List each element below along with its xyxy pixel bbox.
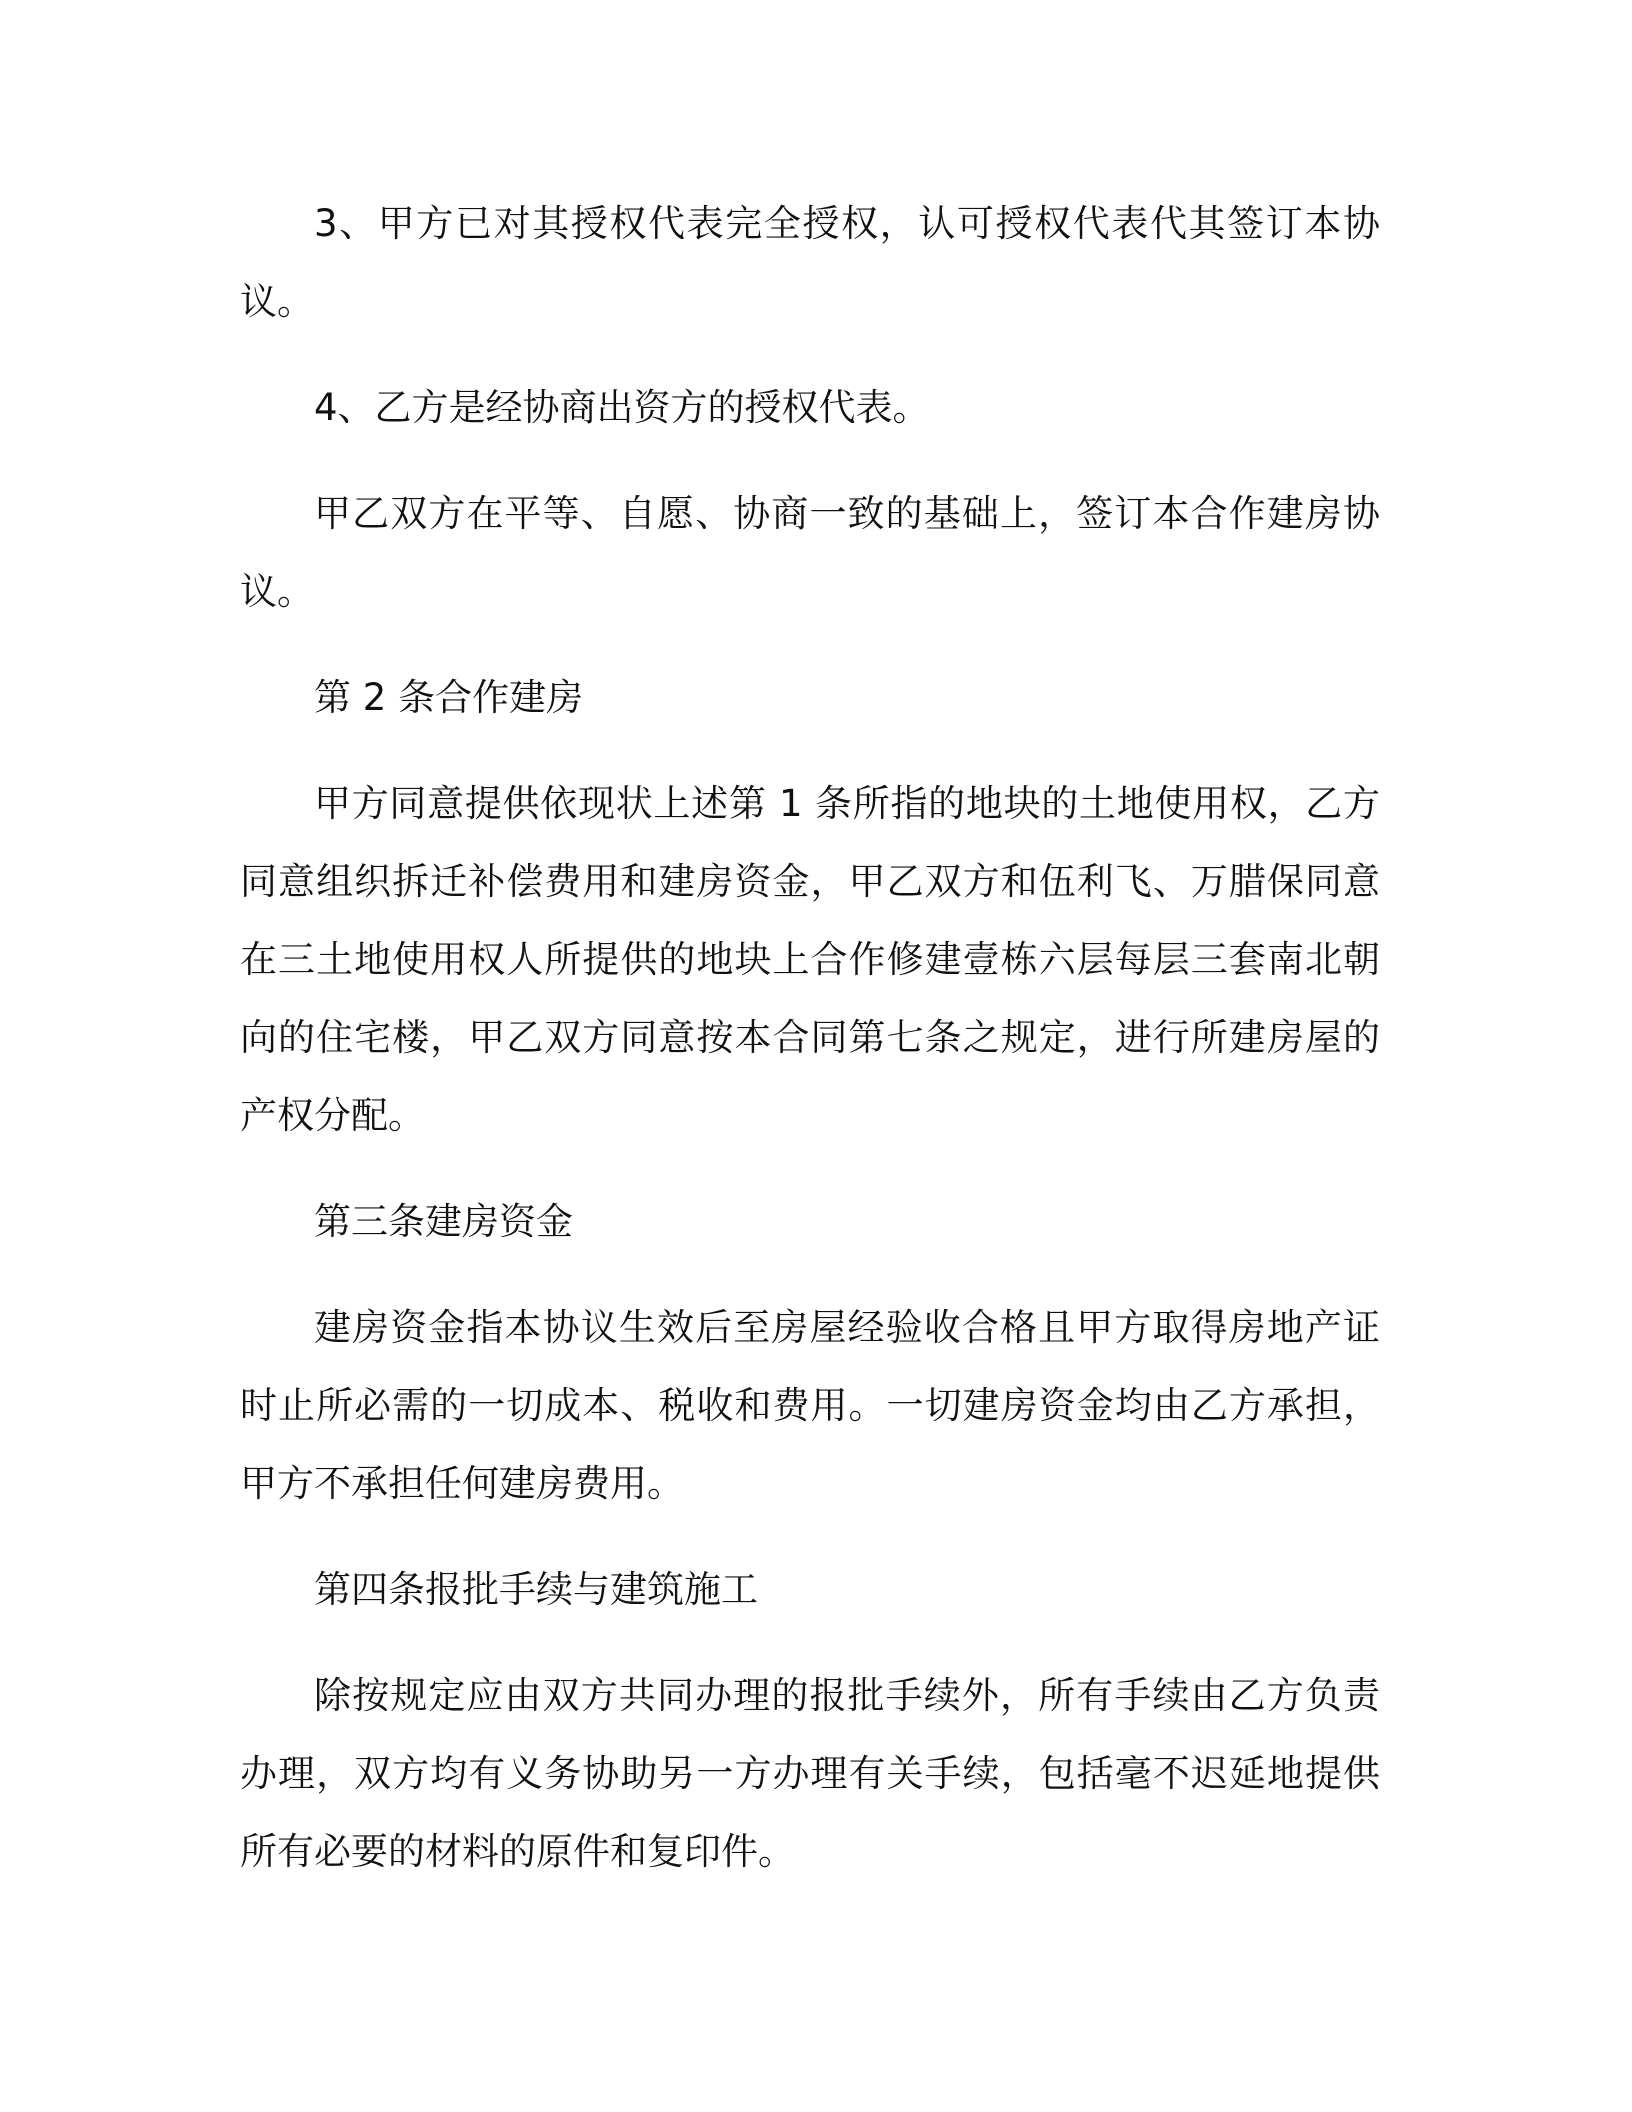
section-2-paragraph: 甲方同意提供依现状上述第 1 条所指的地块的土地使用权，乙方同意组织拆迁补偿费用和建房资金，甲乙双方和伍利飞、万腊保同意在三土地使用权人所提供的地块上合作修建壹栋六层每层三套南北朝向的住宅楼，甲乙双方同意按本合同第七条之规定，进行所建房屋的产权分配。 (240, 782, 1380, 1137)
document-body (240, 185, 1380, 1919)
section-3-heading: 第三条建房资金 (314, 1200, 573, 1243)
section-2-heading: 第 2 条合作建房 (314, 676, 584, 719)
clause-4-paragraph: 4、乙方是经协商出资方的授权代表。 (314, 386, 930, 429)
section-4-paragraph: 除按规定应由双方共同办理的报批手续外，所有手续由乙方负责办理，双方均有义务协助另一方办理有关手续，包括毫不迟延地提供所有必要的材料的原件和复印件。 (240, 1674, 1380, 1873)
clause-3-paragraph: 3、甲方已对其授权代表完全授权，认可授权代表代其签订本协议。 (240, 202, 1380, 323)
section-4-heading: 第四条报批手续与建筑施工 (314, 1568, 758, 1611)
section-3-paragraph: 建房资金指本协议生效后至房屋经验收合格且甲方取得房地产证时止所必需的一切成本、税收和费用。一切建房资金均由乙方承担，甲方不承担任何建房费用。 (240, 1306, 1380, 1505)
agreement-basis-paragraph: 甲乙双方在平等、自愿、协商一致的基础上，签订本合作建房协议。 (240, 492, 1380, 613)
